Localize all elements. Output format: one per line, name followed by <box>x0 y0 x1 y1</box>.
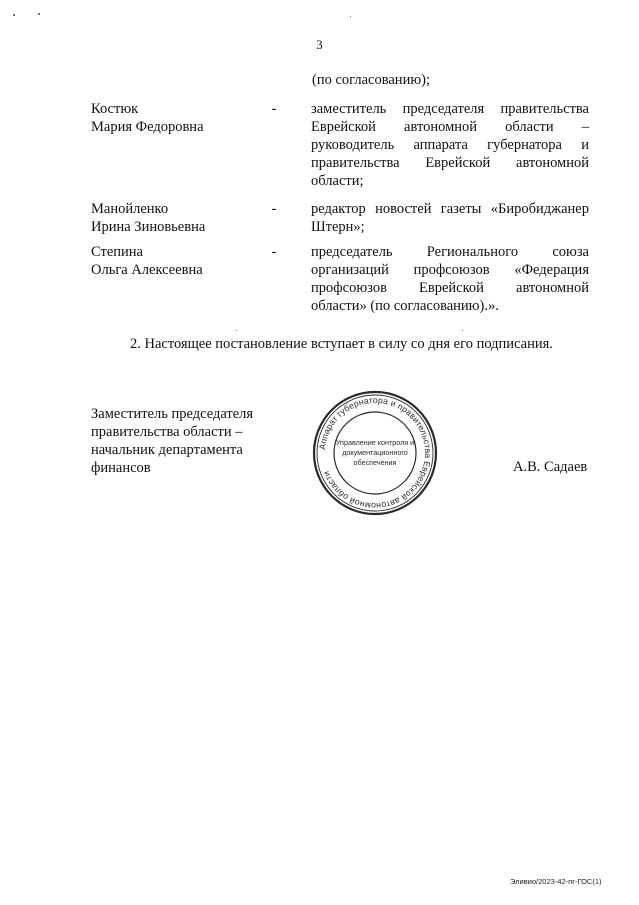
member-role <box>311 243 589 315</box>
member-name <box>91 243 271 279</box>
official-seal-stamp <box>311 389 439 517</box>
page-number: 3 <box>316 37 323 52</box>
seal-center-line: документационного <box>342 448 408 457</box>
seal-center-line: Управление контроля и <box>335 438 415 447</box>
member-surname: Манойленко <box>91 201 169 217</box>
member-name <box>91 200 271 236</box>
role-line: Еврейской автономной области – <box>311 119 589 135</box>
dash-separator: - <box>271 101 277 117</box>
role-line: профсоюзов Еврейской автономной <box>311 280 589 296</box>
role-line: области» (по согласованию).». <box>311 298 499 314</box>
role-line: председатель Регионального союза <box>311 244 589 260</box>
dash-separator: - <box>271 201 277 217</box>
member-role <box>311 100 589 190</box>
role-line: Штерн»; <box>311 219 365 235</box>
role-line: области; <box>311 173 364 189</box>
role-line: правительства Еврейской автономной <box>311 155 589 171</box>
signer-position-line: Заместитель председателя <box>91 406 254 422</box>
seal-center-line: обеспечения <box>353 458 397 467</box>
seal-outer-text: Аппарат губернатора и правительства Еврейской автономной области <box>317 394 434 512</box>
role-line: редактор новостей газеты «Биробиджанер <box>311 201 589 217</box>
resolution-clause: 2. Настоящее постановление вступает в силу со дня его подписания. <box>130 336 553 352</box>
document-code: Эливио/2023-42-пг-ГОС(1) <box>510 877 602 886</box>
scan-speck <box>350 16 351 17</box>
member-given-names: Ольга Алексеевна <box>91 262 203 278</box>
signer-name: А.В. Садаев <box>513 459 588 475</box>
scan-speck <box>38 13 40 15</box>
member-given-names: Ирина Зиновьевна <box>91 219 206 235</box>
previous-member-continuation: (по согласованию); <box>312 72 431 88</box>
role-line: руководитель аппарата губернатора и <box>311 137 589 153</box>
signer-position-line: начальник департамента <box>91 442 243 458</box>
member-given-names: Мария Федоровна <box>91 119 204 135</box>
member-surname: Костюк <box>91 101 139 117</box>
signer-position <box>91 405 291 477</box>
member-name <box>91 100 271 136</box>
dash-separator: - <box>271 244 277 260</box>
member-role <box>311 200 589 236</box>
member-surname: Степина <box>91 244 143 260</box>
seal-graphic <box>311 389 439 517</box>
scan-speck <box>462 330 463 331</box>
role-line: организаций профсоюзов «Федерация <box>311 262 589 278</box>
scan-speck <box>236 330 237 331</box>
role-line: заместитель председателя правительства <box>311 101 589 117</box>
signer-position-line: финансов <box>91 460 151 476</box>
scan-speck <box>13 14 15 16</box>
signer-position-line: правительства области – <box>91 424 243 440</box>
